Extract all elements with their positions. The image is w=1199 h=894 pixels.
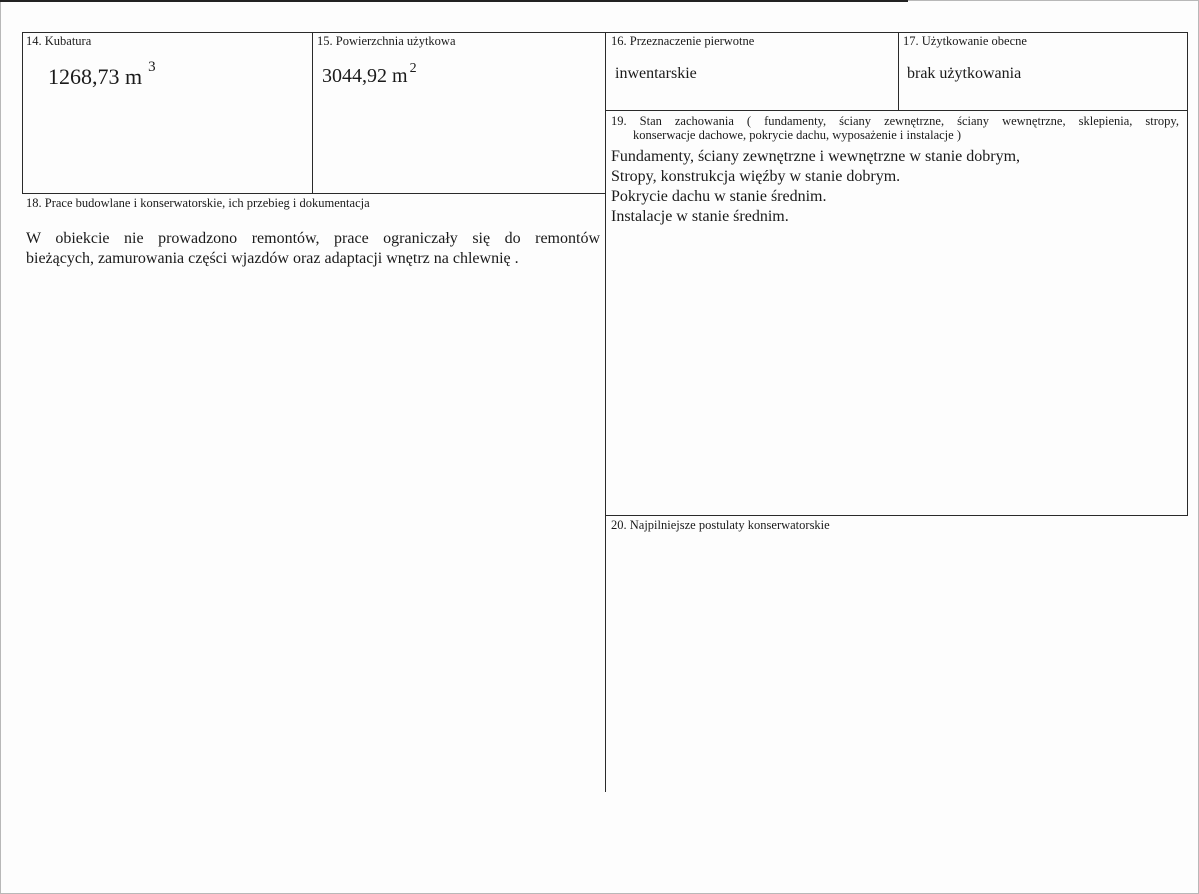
stan-label-line-2: konserwacje dachowe, pokrycie dachu, wyposażenie i instalacje ): [633, 128, 961, 142]
prace-line-2: bieżących, zamurowania części wjazdów oraz adaptacji wnętrz na chlewnię .: [26, 250, 519, 267]
stan-label-line-1: 19. Stan zachowania ( fundamenty, ściany zewnętrzne, ściany wewnętrzne, sklepienia, stropy,: [611, 114, 1179, 128]
powierzchnia-unit-exponent: 2: [409, 61, 417, 76]
stan-label: [611, 114, 1179, 142]
uzytkowanie-label: 17. Użytkowanie obecne: [903, 34, 1027, 48]
stan-line-4: Instalacje w stanie średnim.: [611, 208, 789, 225]
prace-text: [26, 229, 600, 269]
stan-line-2: Stropy, konstrukcja więźby w stanie dobrym.: [611, 168, 901, 185]
powierzchnia-value: 3044,92 m: [322, 65, 408, 87]
left-form-border: [22, 32, 23, 194]
postulaty-label: 20. Najpilniejsze postulaty konserwatorskie: [611, 518, 830, 532]
top-rule: [0, 0, 908, 2]
stan-text: [611, 147, 1020, 227]
uzytkowanie-value: brak użytkowania: [907, 65, 1022, 82]
powierzchnia-label: 15. Powierzchnia użytkowa: [317, 34, 456, 48]
przeznaczenie-value: inwentarskie: [615, 65, 697, 82]
prace-label: 18. Prace budowlane i konserwatorskie, ich przebieg i dokumentacja: [26, 196, 370, 210]
divider-14-15: [312, 32, 313, 194]
row1-bottom-right: [605, 110, 1188, 111]
prace-line-1: W obiekcie nie prowadzono remontów, prace ograniczały się do remontów: [26, 230, 600, 247]
stan-line-1: Fundamenty, ściany zewnętrzne i wewnętrzne w stanie dobrym,: [611, 148, 1021, 165]
divider-center: [605, 32, 606, 792]
right-form-border: [1187, 32, 1188, 516]
section-19-bottom: [605, 515, 1188, 516]
kubatura-value: 1268,73 m: [48, 64, 143, 89]
stan-line-3: Pokrycie dachu w stanie średnim.: [611, 188, 827, 205]
kubatura-unit-exponent: 3: [148, 59, 156, 75]
divider-16-17: [898, 32, 899, 110]
powierzchnia-value-line: [322, 62, 417, 93]
kubatura-label: 14. Kubatura: [26, 34, 92, 48]
kubatura-value-line: [48, 59, 156, 95]
przeznaczenie-label: 16. Przeznaczenie pierwotne: [611, 34, 755, 48]
row1-bottom-left: [22, 193, 606, 194]
